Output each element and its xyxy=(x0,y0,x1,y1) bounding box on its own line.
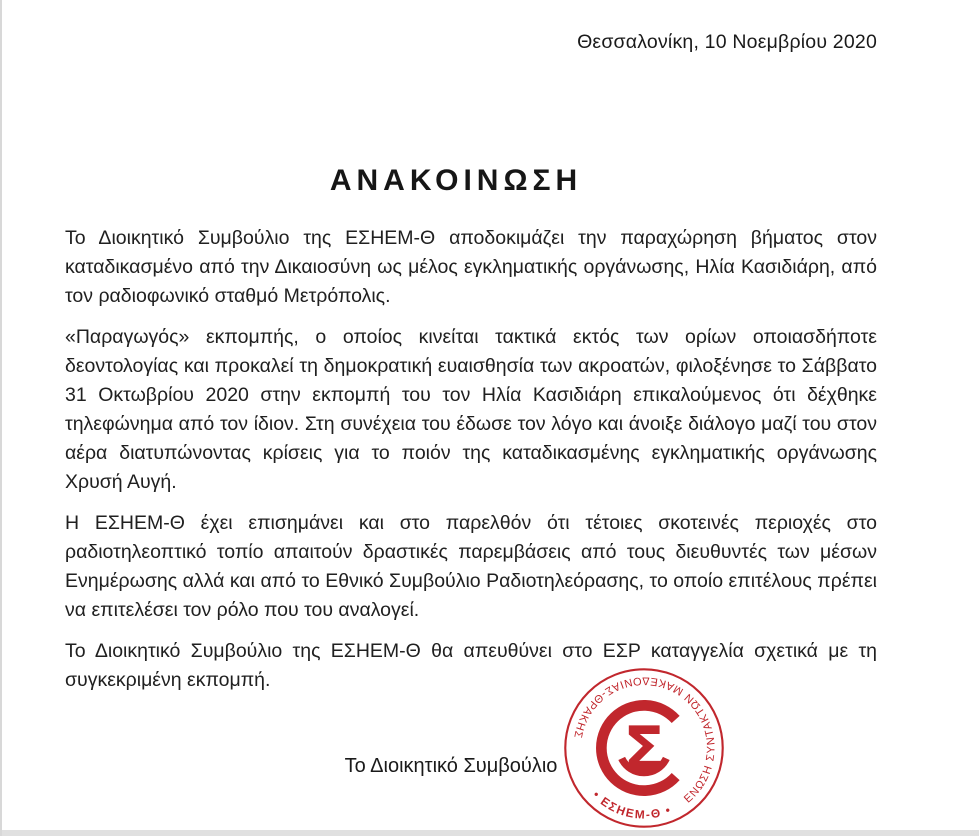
signature-row xyxy=(65,755,877,778)
signature-line: Το Διοικητικό Συμβούλιο xyxy=(344,755,558,777)
seal-ring-text: ΕΝΩΣΗ ΣΥΝΤΑΚΤΩΝ ΜΑΚΕΔΟΝΙΑΣ-ΘΡΑΚΗΣ xyxy=(571,674,718,806)
body-paragraph-1: Το Διοικητικό Συμβούλιο της ΕΣΗΕΜ-Θ αποδοκιμάζει την παραχώρηση βήματος στον καταδικασμένο από την Δικαιοσύνη ως μέλος εγκληματικής οργάνωσης, Ηλία Κασιδιάρη, από τον ραδιοφωνικό σταθμό Μετρόπολις. xyxy=(65,227,877,307)
body-paragraph-3: Η ΕΣΗΕΜ-Θ έχει επισημάνει και στο παρελθόν ότι τέτοιες σκοτεινές περιοχές στο ραδιοτηλεοπτικό τοπίο απαιτούν δραστικές παρεμβάσεις από τους διευθυντές των μέσων Ενημέρωσης αλλά και από το Εθνικό Συμβούλιο Ραδιοτηλεόρασης, το οποίο επιτέλους πρέπει να επιτελέσει τον ρόλο που του αναλογεί. xyxy=(65,512,877,621)
eshemth-seal-logo xyxy=(562,666,726,830)
seal-ring-text-bottom: • ΕΣΗΕΜ-Θ • xyxy=(589,787,674,822)
page-title: ΑΝΑΚΟΙΝΩΣΗ xyxy=(329,164,583,197)
body-paragraph-4: Το Διοικητικό Συμβούλιο της ΕΣΗΕΜ-Θ θα απευθύνει στο ΕΣΡ καταγγελία σχετικά με τη συγκεκριμένη εκπομπή. xyxy=(65,640,877,691)
body-paragraph-2: «Παραγωγός» εκπομπής, ο οποίος κινείται τακτικά εκτός των ορίων οποιασδήποτε δεοντολογίας και προκαλεί τη δημοκρατική ευαισθησία των ακροατών, φιλοξένησε το Σάββατο 31 Οκτωβρίου 2020 στην εκπομπή του τον Ηλία Κασιδιάρη επικαλούμενος ότι δέχθηκε τηλεφώνημα από τον ίδιον. Στη συνέχεια του έδωσε τον λόγο και άνοιξε διάλογο μαζί του στον αέρα διατυπώνοντας κρίσεις για το ποιόν της καταδικασμένης εγκληματικής οργάνωσης Χρυσή Αυγή. xyxy=(65,326,877,493)
page-bottom-edge xyxy=(2,830,979,836)
document-body xyxy=(65,0,877,778)
dateline: Θεσσαλονίκη, 10 Νοεμβρίου 2020 xyxy=(577,31,877,53)
monogram-sigma-letter: Σ xyxy=(623,714,665,785)
